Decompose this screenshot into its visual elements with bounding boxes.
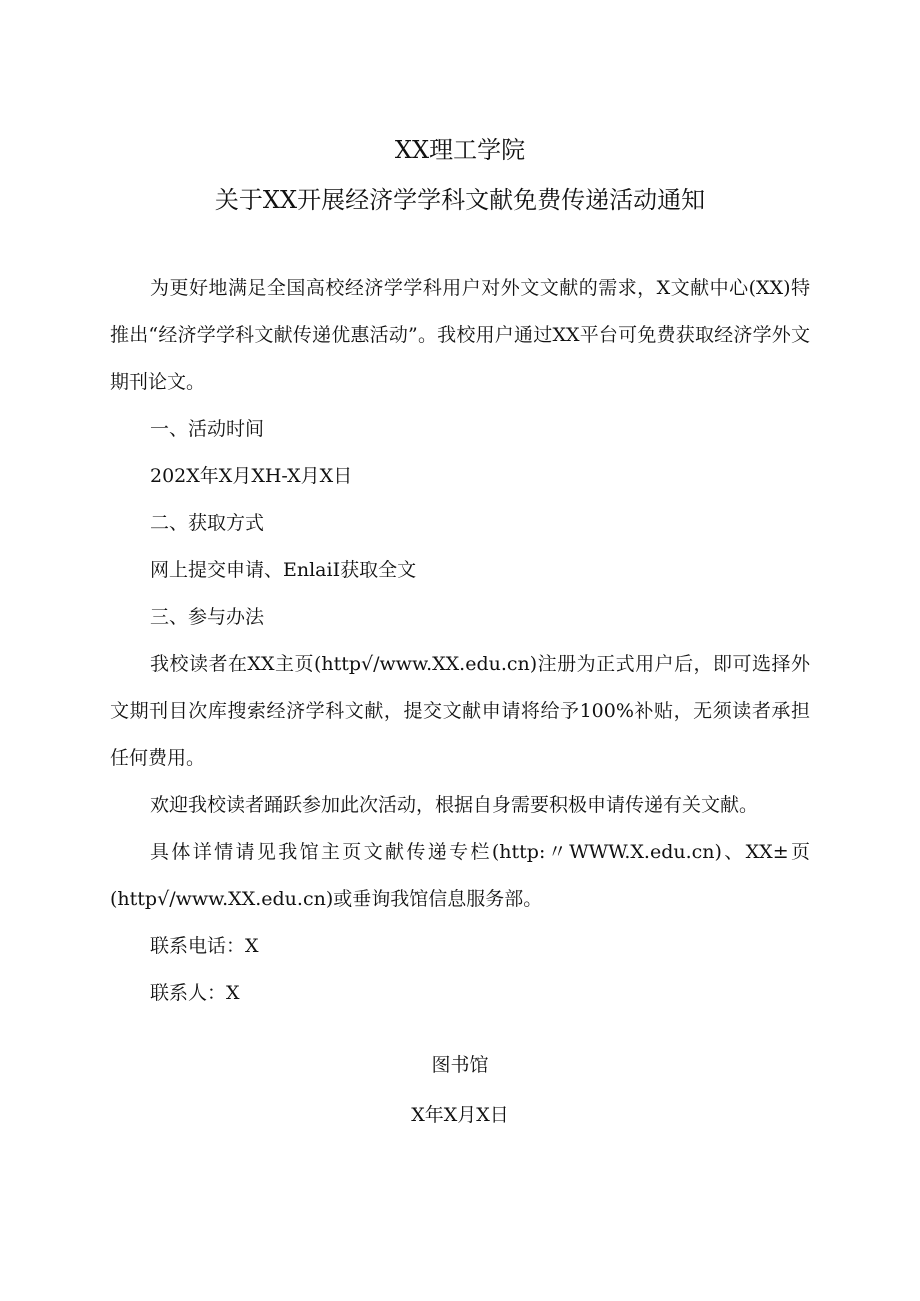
contact-person: 联系人：X	[150, 982, 240, 1004]
access-method-value: 网上提交申请、EnlaiI获取全文	[150, 559, 417, 581]
activity-time-value: 202X年X月XH-X月X日	[150, 465, 353, 487]
section-heading-participation: 三、参与办法	[150, 606, 265, 628]
institution-title: XX理工学院	[394, 136, 526, 164]
details-paragraph: 具体详情请见我馆主页文献传递专栏(http:〃WWW.X.edu.cn)、XX±页(http√/www.XX.edu.cn)或垂询我馆信息服务部。	[110, 841, 810, 910]
notice-body	[110, 265, 810, 1017]
signature-organization: 图书馆	[431, 1054, 489, 1076]
section-heading-activity-time: 一、活动时间	[150, 418, 265, 440]
welcome-paragraph: 欢迎我校读者踊跃参加此次活动，根据自身需要积极申请传递有关文献。	[150, 794, 759, 816]
signature-date: X年X月X日	[411, 1104, 509, 1126]
participation-paragraph: 我校读者在XX主页(http√/www.XX.edu.cn)注册为正式用户后，即可选择外文期刊目次库搜索经济学科文献，提交文献申请将给予100%补贴，无须读者承担任何费用。	[110, 653, 810, 769]
contact-phone: 联系电话：X	[150, 935, 259, 957]
intro-paragraph: 为更好地满足全国高校经济学学科用户对外文文献的需求，X文献中心(XX)特推出“经济学学科文献传递优惠活动”。我校用户通过XX平台可免费获取经济学外文期刊论文。	[110, 277, 810, 393]
section-heading-access-method: 二、获取方式	[150, 512, 265, 534]
notice-title: 关于XX开展经济学学科文献免费传递活动通知	[214, 186, 706, 214]
